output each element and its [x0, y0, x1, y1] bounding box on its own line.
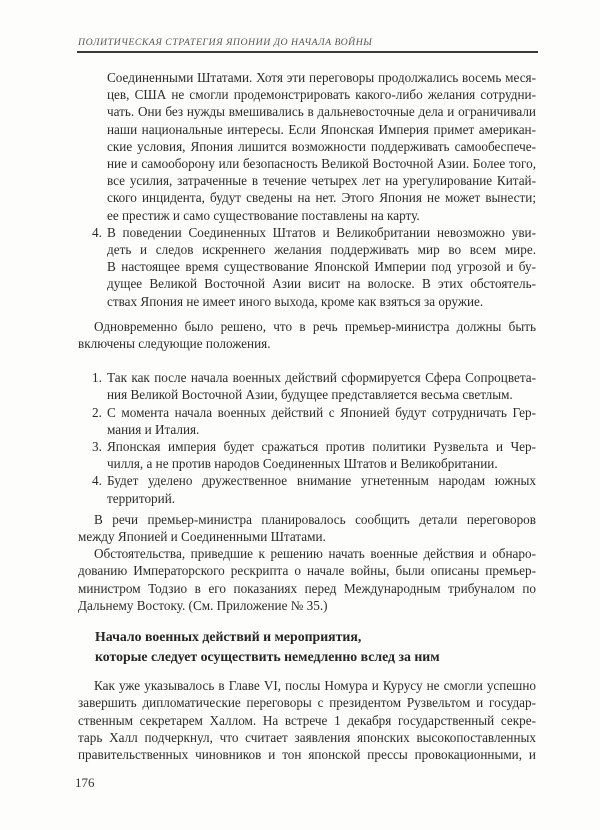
- text-line: Будет уделено дружественное внимание угнетенным народам южных: [107, 473, 536, 489]
- page-number: 176: [75, 775, 95, 790]
- intro-paragraph: [78, 318, 536, 352]
- list-item: [78, 404, 536, 438]
- text-line: дованию Императорского рескрипта о начале войны, были описаны премьер-: [78, 563, 536, 579]
- text-line: Как уже указывалось в Главе VI, послы Номура и Курусу не смогли успешно: [94, 678, 536, 694]
- body-text: [78, 69, 536, 763]
- text-line: ние и самооборону или безопасность Великой Восточной Азии. Более того,: [107, 156, 536, 172]
- final-paragraph: [78, 677, 536, 763]
- running-header: ПОЛИТИЧЕСКАЯ СТРАТЕГИЯ ЯПОНИИ ДО НАЧАЛА ВОЙНЫ: [78, 37, 373, 48]
- text-line: Дальнему Востоку. (См. Приложение № 35.): [78, 597, 328, 613]
- text-line: В речи премьер-министра планировалось сообщить детали переговоров: [94, 511, 536, 527]
- list-item: [78, 438, 536, 472]
- heading-line: Начало военных действий и мероприятия,: [95, 629, 362, 645]
- text-line: Японская империя будет сражаться против политики Рузвельта и Чер-: [107, 439, 536, 455]
- text-line: территорий.: [107, 490, 176, 506]
- list-item-number: 4.: [92, 473, 102, 489]
- text-line: между Японией и Соединенными Штатами.: [78, 529, 326, 545]
- list-item-number: 2.: [92, 404, 102, 420]
- text-line: ее престиж и само существование поставлены на карту.: [107, 207, 420, 223]
- text-line: В настоящее время существование Японской Империи под угрозой и бу-: [107, 259, 536, 275]
- speech-paragraph: [78, 511, 536, 545]
- list-item-number: 1.: [92, 370, 102, 386]
- section-heading: [95, 627, 536, 666]
- list-item-number: 3.: [92, 439, 102, 455]
- text-line: мания и Италия.: [107, 421, 200, 437]
- text-line: завершить дипломатические переговоры с президентом Рузвельтом и государ-: [78, 695, 536, 711]
- text-line: ния Великой Восточной Азии, будущее представляется весьма светлым.: [107, 387, 513, 403]
- text-line: министром Тодзио в его показаниях перед Международным трибуналом по: [78, 580, 536, 596]
- text-line: все усилия, затраченные в течение четырех лет на урегулирование Китай-: [107, 173, 536, 189]
- text-line: Обстоятельства, приведшие к решению начать военные действия и обнаро-: [94, 546, 536, 562]
- text-line: тарь Халл подчеркнул, что считает заявления японских высокопоставленных: [78, 729, 536, 745]
- text-line: Так как после начала военных действий сформируется Сфера Сопроцвета-: [107, 370, 536, 386]
- text-line: цев, США не смогли продемонстрировать какого-либо желания сотрудни-: [107, 87, 536, 103]
- text-line: правительственных чиновников и тон японской прессы провокационными, и: [78, 746, 536, 762]
- text-line: ские условия, Япония лишится возможности поддерживать самообеспече-: [107, 138, 536, 154]
- item3-continuation: [78, 69, 536, 224]
- text-line: ского инцидента, будут сведены на нет. Этого Япония не может вынести;: [107, 190, 536, 206]
- text-line: включены следующие положения.: [78, 336, 271, 352]
- text-line: С момента начала военных действий с Японией будут сотрудничать Гер-: [107, 404, 536, 420]
- text-line: наши национальные интересы. Если Японская Империя примет американ-: [107, 121, 536, 137]
- list-item-number: 4.: [92, 224, 102, 240]
- text-line: дущее Великой Восточной Азии висит на волоске. В этих обстоятель-: [107, 276, 536, 292]
- numbered-list: [78, 369, 536, 507]
- list-item: [78, 369, 536, 403]
- list-item-4-upper: [78, 224, 536, 310]
- heading-line: которые следует осуществить немедленно вслед за ним: [95, 648, 440, 664]
- text-line: Соединенными Штатами. Хотя эти переговоры продолжались восемь меся-: [107, 70, 536, 85]
- text-line: В поведении Соединенных Штатов и Великобритании невозможно уви-: [107, 224, 536, 240]
- text-line: ственным секретарем Халлом. На встрече 1 декабря государственный секре-: [78, 712, 536, 728]
- circumstances-paragraph: [78, 545, 536, 614]
- text-line: деть и следов искреннего желания поддерживать мир во всем мире.: [107, 242, 536, 258]
- header-rule: [77, 51, 538, 53]
- text-line: чилля, а не против народов Соединенных Штатов и Великобритании.: [107, 456, 498, 472]
- text-line: ствах Япония не имеет иного выхода, кроме как взяться за оружие.: [107, 293, 484, 309]
- text-line: чать. Они без нужды вмешивались в дальневосточные дела и ограничивали: [107, 104, 536, 120]
- text-line: Одновременно было решено, что в речь премьер-министра должны быть: [94, 318, 536, 334]
- list-item: [78, 472, 536, 506]
